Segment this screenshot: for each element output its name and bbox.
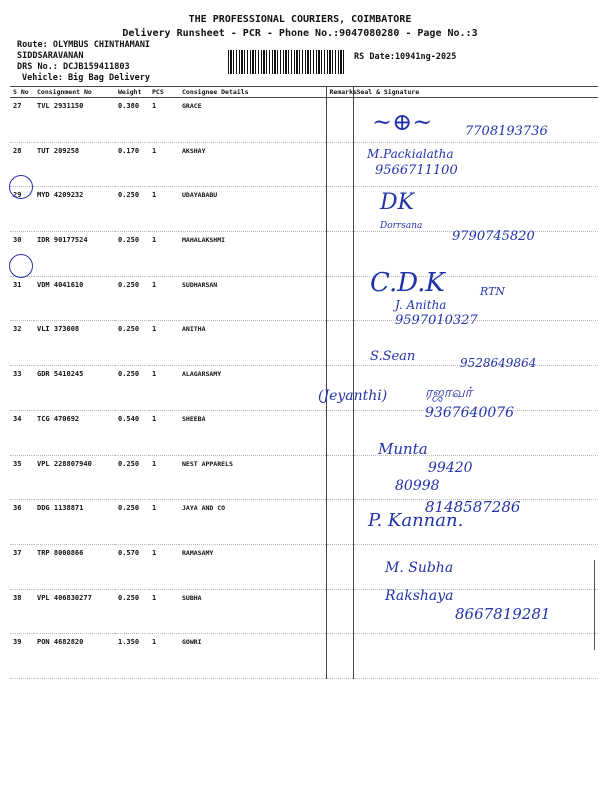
cell-sno: 29 [10, 187, 34, 232]
sig-phone-34: 9528649864 [460, 356, 537, 370]
cell-sno: 32 [10, 321, 34, 366]
cell-weight: 0.250 [115, 232, 149, 277]
cell-sno: 28 [10, 142, 34, 187]
sig-mark-31: C.D.K [370, 268, 445, 298]
cell-remarks [326, 410, 353, 455]
rs-date: RS Date:10941ng-2025 [354, 52, 457, 62]
sig-name-39b: Rakshaya [385, 588, 454, 604]
sig-mark-36: Munta [378, 440, 428, 458]
signature-scribble-27: ~⊕~ [372, 108, 433, 136]
table-row [10, 276, 598, 321]
cell-sno: 36 [10, 500, 34, 545]
cell-pcs: 1 [149, 589, 179, 634]
cell-cno: DDG 1138871 [34, 500, 115, 545]
drs-number: DRS No.: DCJB159411803 [17, 62, 130, 72]
cell-weight: 0.570 [115, 544, 149, 589]
sig-phone-37: 8148587286 [425, 498, 521, 516]
cell-consignee: ANITHA [179, 321, 326, 366]
col-pcs: PCS [149, 87, 179, 98]
cell-pcs: 1 [149, 276, 179, 321]
cell-signature [353, 455, 598, 500]
page-edge-line [594, 560, 595, 650]
col-consignee: Consignee Details [179, 87, 326, 98]
cell-weight: 1.350 [115, 634, 149, 679]
cell-cno: GDR 5410245 [34, 366, 115, 411]
sig-name-37: P. Kannan. [368, 510, 464, 531]
cell-cno: VPL 228807940 [34, 455, 115, 500]
cell-pcs: 1 [149, 366, 179, 411]
cell-cno: PON 4682820 [34, 634, 115, 679]
sig-rtn-32: RTN [480, 285, 506, 298]
sig-name-30: Dorrsana [380, 221, 423, 231]
cell-remarks [326, 455, 353, 500]
row-31-circle-mark [9, 254, 33, 278]
sig-phone-32: 9597010327 [395, 313, 478, 328]
cell-sno: 34 [10, 410, 34, 455]
cell-consignee: SHEEBA [179, 410, 326, 455]
cell-weight: 0.250 [115, 321, 149, 366]
cell-weight: 0.250 [115, 366, 149, 411]
cell-cno: MYD 4209232 [34, 187, 115, 232]
route-label: Route: OLYMBUS CHINTHAMANI [17, 40, 151, 50]
cell-weight: 0.250 [115, 589, 149, 634]
cell-weight: 0.380 [115, 98, 149, 143]
signature-scribble-35: ரஜாவர் [425, 385, 472, 401]
table-row [10, 544, 598, 589]
cell-sno: 30 [10, 232, 34, 277]
cell-cno: VLI 373008 [34, 321, 115, 366]
cell-consignee: JAYA AND CO [179, 500, 326, 545]
cell-consignee: ALAGARSAMY [179, 366, 326, 411]
cell-consignee: SUBHA [179, 589, 326, 634]
cell-pcs: 1 [149, 187, 179, 232]
cell-cno: TCG 470692 [34, 410, 115, 455]
cell-weight: 0.250 [115, 187, 149, 232]
table-row [10, 634, 598, 679]
cell-sno: 39 [10, 634, 34, 679]
cell-pcs: 1 [149, 142, 179, 187]
sig-phone-30: 9790745820 [452, 229, 535, 244]
cell-cno: VPL 406830277 [34, 589, 115, 634]
cell-remarks [326, 232, 353, 277]
delivery-table [10, 86, 598, 679]
sig-phone-35: 9367640076 [425, 405, 515, 421]
cell-remarks [326, 500, 353, 545]
cell-weight: 0.170 [115, 142, 149, 187]
cell-remarks [326, 634, 353, 679]
col-signature: Seal & Signature [353, 87, 598, 98]
table-row [10, 455, 598, 500]
cell-cno: IDR 90177524 [34, 232, 115, 277]
cell-sno: 27 [10, 98, 34, 143]
cell-remarks [326, 142, 353, 187]
cell-sno: 37 [10, 544, 34, 589]
row-29-circle-mark [9, 175, 33, 199]
cell-consignee: AKSHAY [179, 142, 326, 187]
cell-pcs: 1 [149, 98, 179, 143]
cell-weight: 0.250 [115, 276, 149, 321]
vehicle-label: Vehicle: Big Bag Delivery [22, 73, 150, 83]
cell-remarks [326, 589, 353, 634]
cell-pcs: 1 [149, 500, 179, 545]
col-sno: S No [10, 87, 34, 98]
cell-signature [353, 634, 598, 679]
cell-pcs: 1 [149, 455, 179, 500]
cell-cno: TUT 209258 [34, 142, 115, 187]
cell-weight: 0.250 [115, 500, 149, 545]
cell-remarks [326, 98, 353, 143]
cell-cno: TRP 8000866 [34, 544, 115, 589]
barcode [228, 50, 346, 74]
runsheet-title: Delivery Runsheet - PCR - Phone No.:9047080280 - Page No.:3 [122, 28, 478, 39]
col-weight: Weight [115, 87, 149, 98]
table-row [10, 142, 598, 187]
cell-consignee: NEST APPARELS [179, 455, 326, 500]
cell-sno: 33 [10, 366, 34, 411]
cell-cno: TVL 2931150 [34, 98, 115, 143]
cell-consignee: UDAYABABU [179, 187, 326, 232]
cell-weight: 0.250 [115, 455, 149, 500]
cell-cno: VDM 4041610 [34, 276, 115, 321]
sig-name-28: M.Packialatha [367, 147, 454, 161]
sig-number-b-37: 80998 [395, 478, 440, 494]
cell-sno: 38 [10, 589, 34, 634]
cell-pcs: 1 [149, 544, 179, 589]
cell-consignee: GOWRI [179, 634, 326, 679]
cell-consignee: SUDHARSAN [179, 276, 326, 321]
cell-consignee: RAMASAMY [179, 544, 326, 589]
cell-remarks [326, 187, 353, 232]
cell-consignee: GRACE [179, 98, 326, 143]
sig-mark-34: S.Sean [370, 349, 416, 364]
sig-phone-27: 7708193736 [465, 124, 548, 139]
cell-signature [353, 366, 598, 411]
table-header-row [10, 87, 598, 98]
cell-sno: 31 [10, 276, 34, 321]
staff-label: SIDDSARAVANAN [17, 51, 84, 61]
sig-name-39: M. Subha [385, 560, 454, 576]
table-row [10, 366, 598, 411]
cell-pcs: 1 [149, 634, 179, 679]
sig-name-32: J. Anitha [395, 298, 447, 312]
cell-weight: 0.540 [115, 410, 149, 455]
cell-remarks [326, 276, 353, 321]
col-consignment: Consignment No [34, 87, 115, 98]
cell-pcs: 1 [149, 321, 179, 366]
sig-name-35: (Jeyanthi) [318, 388, 388, 404]
sig-mark-30: DK [380, 190, 415, 215]
table-row [10, 187, 598, 232]
cell-remarks [326, 544, 353, 589]
cell-pcs: 1 [149, 410, 179, 455]
cell-pcs: 1 [149, 232, 179, 277]
col-remarks: Remarks [326, 87, 353, 98]
cell-remarks [326, 321, 353, 366]
sig-number-a-37: 99420 [428, 460, 473, 476]
company-title: THE PROFESSIONAL COURIERS, COIMBATORE [188, 14, 412, 25]
sig-phone-28: 9566711100 [375, 163, 458, 178]
cell-consignee: MAHALAKSHMI [179, 232, 326, 277]
cell-sno: 35 [10, 455, 34, 500]
sig-phone-39: 8667819281 [455, 605, 551, 623]
